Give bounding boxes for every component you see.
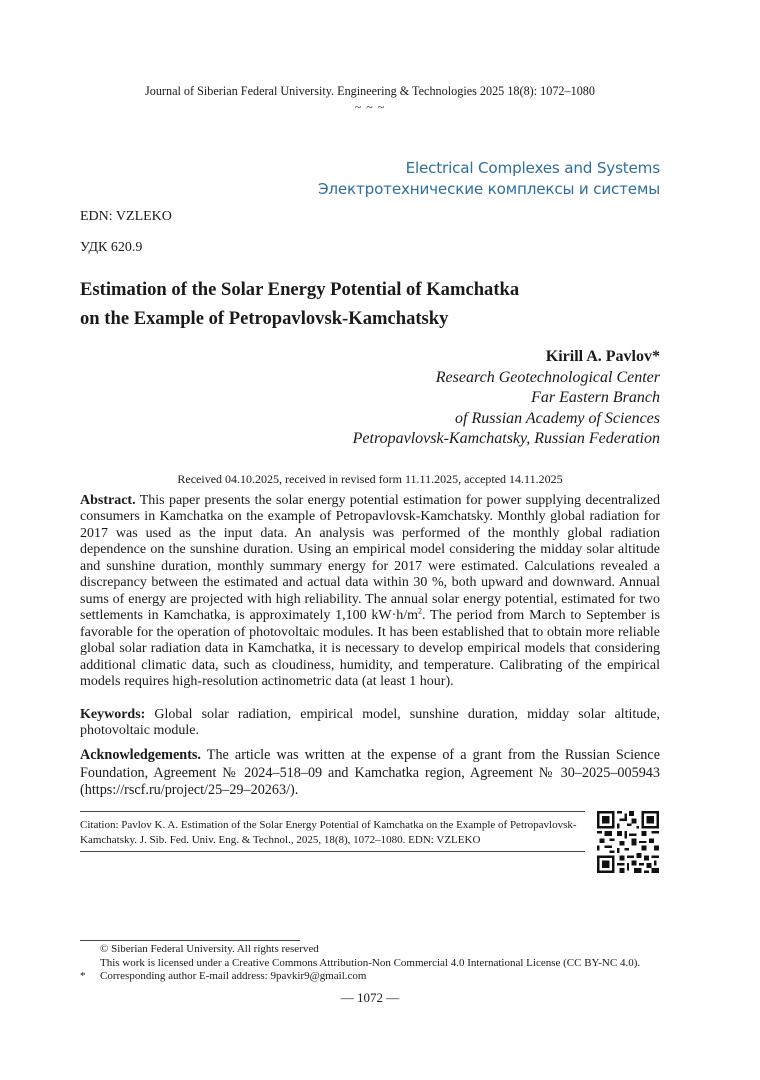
qr-code-icon [597, 811, 659, 873]
keywords-text: Global solar radiation, empirical model, sunshine duration, midday solar altitude, photovoltaic module. [80, 707, 660, 739]
journal-header: Journal of Siberian Federal University. Engineering & Technologies 2025 18(8): 1072–1080 [145, 84, 595, 98]
section-title-en: Electrical Complexes and Systems [405, 159, 660, 177]
affiliation-line: Research Geotechnological Center [435, 368, 660, 386]
copyright-note: © Siberian Federal University. All rights reserved [100, 943, 319, 955]
corresponding-author-note [80, 970, 366, 984]
article-title [80, 275, 680, 333]
acknowledgements-label: Acknowledgements. [80, 747, 201, 763]
footnote-rule [80, 940, 300, 941]
corresponding-email-text: Corresponding author E-mail address: 9pavkir9@gmail.com [100, 970, 367, 982]
abstract-superscript: 2 [418, 606, 423, 616]
keywords [80, 707, 660, 740]
abstract-text: This paper presents the solar energy potential estimation for power supplying decentralized consumers in Kamchatka on the example of Petropavlovsk-Kamchatsky. Monthly global radiation for 2017 was used as the input data. An analysis was performed of the monthly global radiation dependence on the sunshine duration. Using an empirical model considering the midday solar altitude and sunshine duration, monthly summary energy for 2017 were estimated. Calculations revealed a discrepancy between the estimated and actual data within 30 %, both upward and downward. Annual sums of energy are projected with high reliability. The annual solar energy potential, estimated for two settlements in Kamchatka, is approximately 1,100 kW·h/m [80, 493, 660, 624]
footnote-star: * [80, 970, 86, 982]
citation-bottom-rule [80, 851, 585, 852]
acknowledgements [80, 747, 660, 800]
section-title-ru: Электротехнические комплексы и системы [317, 180, 660, 198]
author-block [353, 347, 660, 450]
abstract [80, 493, 660, 690]
received-dates: Received 04.10.2025, received in revised form 11.11.2025, accepted 14.11.2025 [177, 472, 563, 486]
author-name: Kirill A. Pavlov* [545, 348, 660, 365]
affiliation-line: of Russian Academy of Sciences [455, 409, 660, 427]
abstract-label: Abstract. [80, 493, 136, 508]
citation-text: Citation: Pavlov K. A. Estimation of the Solar Energy Potential of Kamchatka on the Example of Petropavlovsk-Kamchatsky. J. Sib. Fed. Univ. Eng. & Technol., 2025, 18(8), 1072–1080. EDN: VZLEKO [80, 819, 577, 846]
udk-code: УДК 620.9 [80, 240, 143, 255]
title-line-2: on the Example of Petropavlovsk-Kamchatsky [80, 308, 449, 329]
license-note: This work is licensed under a Creative Commons Attribution-Non Commercial 4.0 International License (CC BY-NC 4.0). [100, 957, 641, 969]
abstract-text-cont: . The period from March to September is favorable for the operation of photovoltaic modules. It has been established that to obtain more reliable global solar radiation data in Kamchatka, it is necessary to develop empirical models that considering additional climatic data, such as cloudiness, humidity, and temperature. Calibrating of the empirical models requires high-resolution actinometric data (at least 1 hour). [80, 608, 660, 689]
title-line-1: Estimation of the Solar Energy Potential of Kamchatka [80, 279, 520, 300]
affiliation-line: Petropavlovsk-Kamchatsky, Russian Federation [352, 430, 660, 447]
keywords-label: Keywords: [80, 707, 146, 722]
affiliation-line: Far Eastern Branch [531, 389, 660, 406]
acknowledgements-text: The article was written at the expense of a grant from the Russian Science Foundation, Agreement № 2024–518–09 and Kamchatka region, Agreement № 30–2025–005943 (https://rscf.ru/project/25–29–20263/). [80, 747, 660, 798]
header-separator: ~ ~ ~ [354, 100, 386, 114]
page-number: — 1072 — [340, 990, 400, 1005]
citation-top-rule [80, 811, 585, 812]
edn-code: EDN: VZLEKO [80, 209, 172, 224]
